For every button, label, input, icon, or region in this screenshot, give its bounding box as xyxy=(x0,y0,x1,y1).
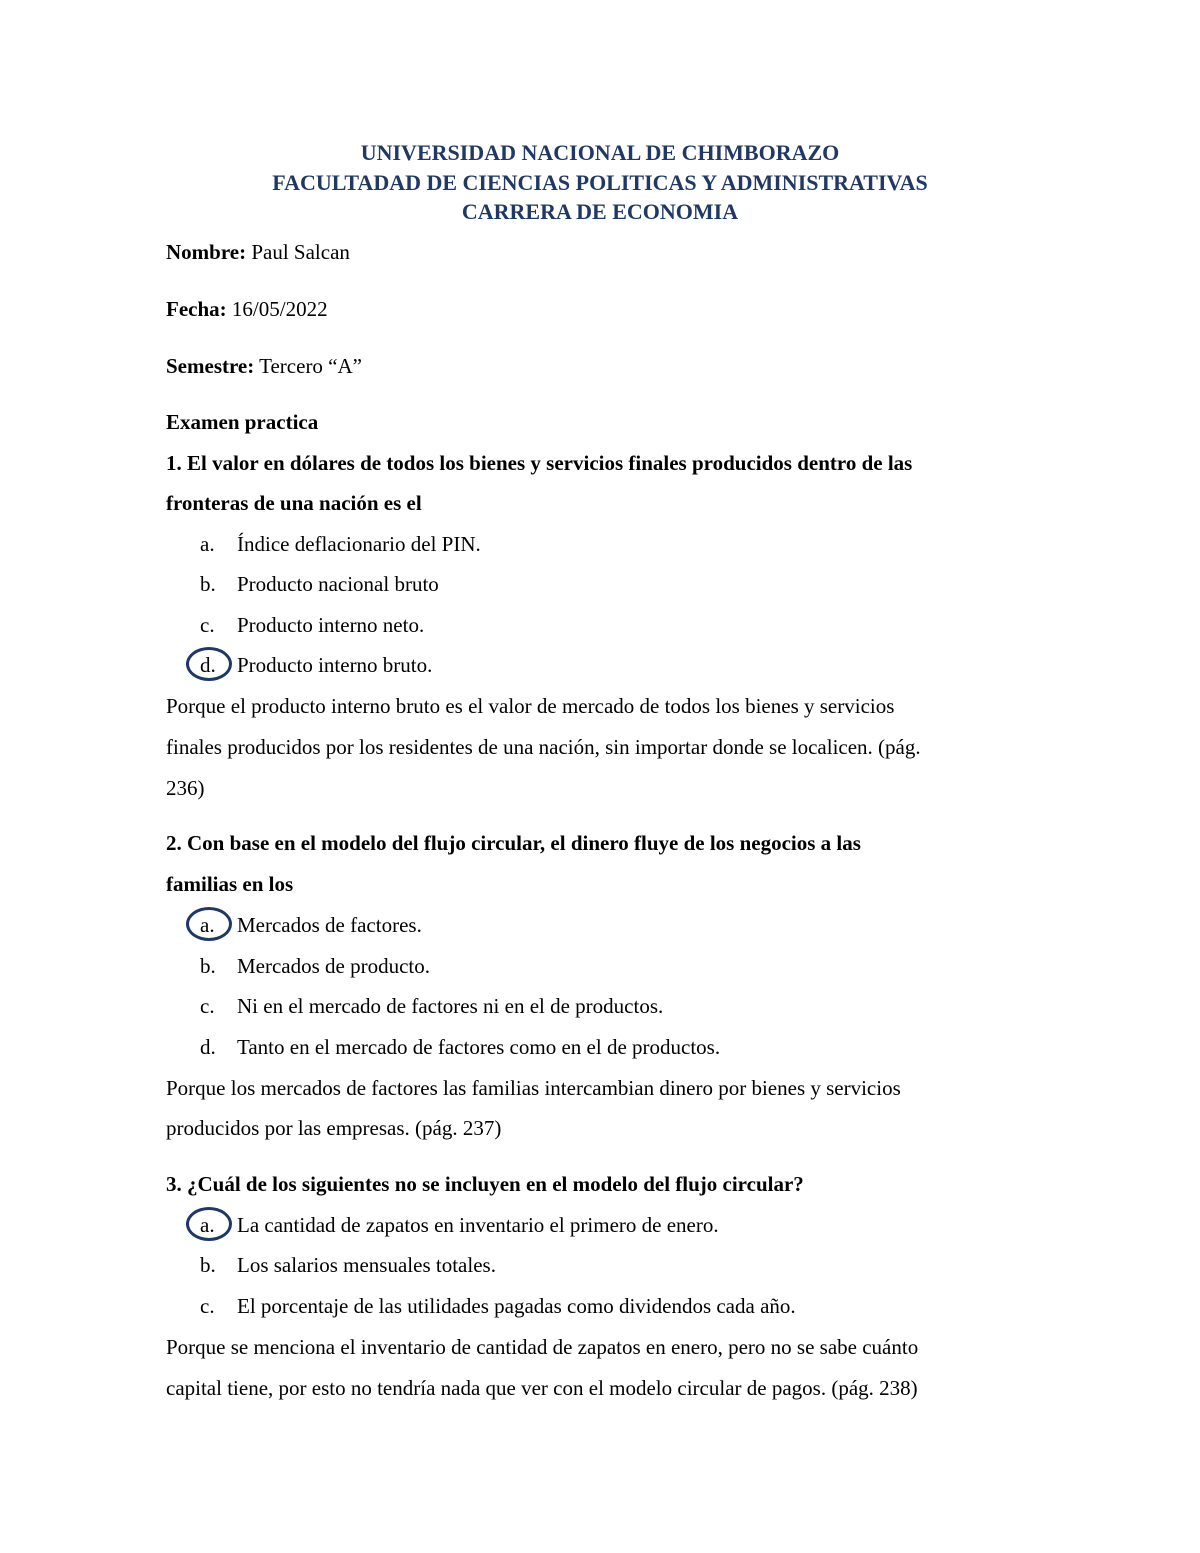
career-title: CARRERA DE ECONOMIA xyxy=(461,199,739,224)
option-text: La cantidad de zapatos en inventario el primero de enero. xyxy=(237,1213,719,1237)
semester-value: Tercero “A” xyxy=(254,354,362,378)
option-text: Producto nacional bruto xyxy=(237,572,439,596)
university-title: UNIVERSIDAD NACIONAL DE CHIMBORAZO xyxy=(360,140,840,165)
question-text: 3. ¿Cuál de los siguientes no se incluyen en el modelo del flujo circular? xyxy=(166,1172,804,1196)
option-text: Producto interno bruto. xyxy=(237,653,433,677)
option-letter: c. xyxy=(200,994,215,1018)
explanation-text: Porque los mercados de factores las familias intercambian dinero por bienes y servicios xyxy=(166,1076,901,1100)
date-value: 16/05/2022 xyxy=(226,297,328,321)
option-letter: b. xyxy=(200,1253,216,1277)
option-letter: b. xyxy=(200,572,216,596)
explanation-text: producidos por las empresas. (pág. 237) xyxy=(166,1116,502,1140)
question-text: 1. El valor en dólares de todos los bienes y servicios finales producidos dentro de las xyxy=(166,451,913,475)
faculty-title: FACULTADAD DE CIENCIAS POLITICAS Y ADMINISTRATIVAS xyxy=(272,170,928,195)
option-text: El porcentaje de las utilidades pagadas como dividendos cada año. xyxy=(237,1294,796,1318)
option-text: Mercados de factores. xyxy=(237,913,422,937)
option-letter: a. xyxy=(200,532,215,556)
explanation-text: Porque el producto interno bruto es el valor de mercado de todos los bienes y servicios xyxy=(166,694,895,718)
option-letter: b. xyxy=(200,954,216,978)
option-letter: d. xyxy=(200,653,216,677)
date-label: Fecha: xyxy=(166,297,227,321)
option-text: Tanto en el mercado de factores como en el de productos. xyxy=(237,1035,721,1059)
option-text: Los salarios mensuales totales. xyxy=(237,1253,496,1277)
semester-row xyxy=(166,352,362,380)
option-letter: a. xyxy=(200,1213,215,1237)
option-letter: c. xyxy=(200,613,215,637)
explanation-text: 236) xyxy=(166,776,205,800)
question-text: 2. Con base en el modelo del flujo circular, el dinero fluye de los negocios a las xyxy=(166,831,861,855)
option-text: Producto interno neto. xyxy=(237,613,425,637)
option-text: Mercados de producto. xyxy=(237,954,431,978)
question-text: familias en los xyxy=(166,872,294,896)
option-text: Índice deflacionario del PIN. xyxy=(237,532,481,556)
option-letter: a. xyxy=(200,913,215,937)
question-text: fronteras de una nación es el xyxy=(166,491,422,515)
exam-title: Examen practica xyxy=(166,410,319,434)
explanation-text: finales producidos por los residentes de una nación, sin importar donde se localicen. (pág. xyxy=(166,735,921,759)
explanation-text: Porque se menciona el inventario de cantidad de zapatos en enero, pero no se sabe cuánto xyxy=(166,1335,919,1359)
option-letter: c. xyxy=(200,1294,215,1318)
name-value: Paul Salcan xyxy=(246,240,350,264)
date-row xyxy=(166,295,328,323)
option-text: Ni en el mercado de factores ni en el de productos. xyxy=(237,994,664,1018)
explanation-text: capital tiene, por esto no tendría nada que ver con el modelo circular de pagos. (pág. 238) xyxy=(166,1376,918,1400)
semester-label: Semestre: xyxy=(166,354,255,378)
name-label: Nombre: xyxy=(166,240,247,264)
option-letter: d. xyxy=(200,1035,216,1059)
name-row xyxy=(166,238,350,266)
